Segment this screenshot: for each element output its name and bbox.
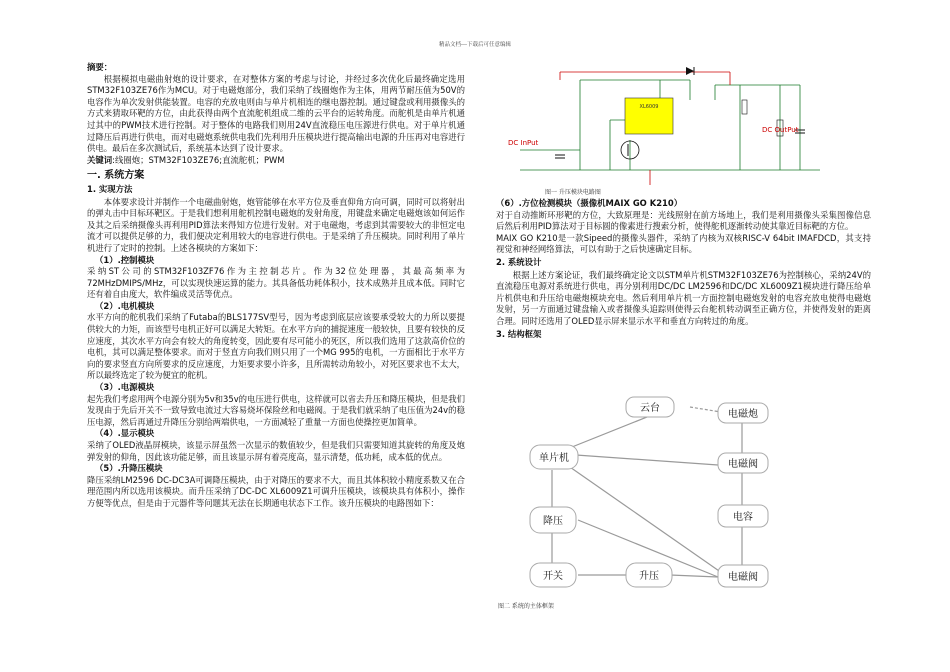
subsection-3-title: 3. 结构框架: [496, 328, 542, 339]
node-dcf2-label: 电磁阀: [728, 572, 758, 583]
structure-diagram: [522, 395, 784, 593]
module-6-title: （6）.方位检测模块（摄像机MAIX GO K210）: [496, 198, 683, 208]
module-6-text-2: MAIX GO K210是一款Sipeed的摄像头器件，采纳了内核为双核RISC-V 64bit IMAFDCD，其支持视觉和神经网络算法，可以有助于之后快速确定目标。: [496, 232, 871, 255]
diode-icon: [686, 67, 694, 75]
module-1-text: 采纳ST公司的STM32F103ZF76作为主控制芯片。作为32位处理器，其最高频率为72MHzDMIPS/MHz，可以实现快速运算的能力。其具备低功耗体积小，技术成熟并且成本低。同时它还有着自由度大，软件编成灵活等优点。: [87, 266, 465, 300]
module-4-title: （4）.显示模块: [95, 428, 155, 439]
module-3-text: 起先我们考虑用两个电源分别为5v和35v的电压进行供电，这样就可以省去升压和降压模块，但是我们发现由于先后开关不一致导致电流过大容易烧坏保险丝和电磁阀。于是我们就采纳了电压值为24v的稳压电源，然后再通过升降压分别给两端供电，一方面减轻了重量一方面也使操控更加简单。: [87, 393, 465, 427]
left-column: [87, 62, 465, 510]
node-jiangya-label: 降压: [543, 516, 563, 527]
module-1-title: （1）.控制模块: [95, 254, 155, 265]
diagram-edges: [552, 407, 742, 577]
figure-1-caption: 图一 升压模块电路图: [545, 189, 601, 196]
module-3-title: （3）.电源模块: [95, 382, 155, 393]
keywords: 关键词:线圈炮；STM32F103ZE76;直流舵机；PWM: [87, 154, 285, 165]
node-dcf1-label: 电磁阀: [728, 459, 758, 470]
subsection-2-title: 2. 系统设计: [496, 256, 542, 267]
figure-2-caption: 图二 系统的主体框架: [498, 603, 554, 610]
node-dcp-label: 电磁炮: [728, 409, 758, 420]
chip-label: XL6009: [639, 104, 659, 110]
dc-output-label: DC OutPut: [762, 126, 799, 134]
module-2-title: （2）.电机模块: [95, 300, 155, 311]
module-5-text: 降压采纳LM2596 DC-DC3A可调降压模块，由于对降压的要求不大，而且其体积较小精度系数又在合理范围内所以选用该模块。而升压采纳了DC-DC XL6009Z1可调升压模块，该模块具有体积小，操作方便等优点，但是由于元器件等问题其无法在长期通电状态下工作。该升压模块的电路图如下：: [87, 474, 465, 508]
node-mcu-label: 单片机: [539, 453, 569, 464]
module-4-text: 采纳了OLED液晶屏模块，该显示屏虽然一次显示的数值较少，但是我们只需要知道其旋转的角度及炮弹发射的仰角，因此该功能足够，而且该显示屏有着亮度高，显示清楚，低功耗，成本低的优点。: [87, 440, 465, 462]
abstract-text: 根据模拟电磁曲射炮的设计要求，在对整体方案的考虑与讨论，并经过多次优化后最终确定选用STM32F103ZE76作为MCU。对于电磁炮部分，我们采纳了线圈炮作为主体，用两节耐压值为50V的电容作为单次发射供能装置。电容的充放电则由与单片机相连的继电器控制。通过键盘或利用摄像头的方式来猜取环靶的方位，由此获得由两个直流舵机组成二维的云平台的运转角度。而舵机是由单片机通过其中的PWM技术进行控制。对于整体的电路我们则用24V直流稳压电压源进行供电。对于单片机通过降压后再进行供电，而对电磁炮系统供电我们先利用升压模块进行提高输出电源的升压再对电容进行供电。最后在多次测试后，系统基本达到了设计要求。: [87, 73, 465, 154]
module-6-text-1: 对于自动推断环形靶的方位，大致原理是：光线照射在前方场地上，我们是利用摄像头采集图像信息后然后利用PID算法对于目标圆的像素进行搜索分析，使得舵机逐渐转动使其靠近目标靶的方位。: [496, 209, 871, 232]
subsection-1-title: 1. 实现方法: [87, 183, 133, 194]
resistor-icon: [742, 100, 747, 114]
boost-circuit-figure: [500, 60, 880, 192]
node-shengya-label: 升压: [639, 571, 659, 582]
subsection-2-text: 根据上述方案论证，我们最终确定论文以STM单片机STM32F103ZE76为控制核心，采纳24V的直流稳压电源对系统进行供电，再分别利用DC/DC LM2596和DC/DC XL6009Z1模块进行降压给单片机供电和升压给电磁炮模块充电。然后利用单片机一方面控制电磁炮发射的电容充放电使得电磁炮发射，另一方面通过键盘输入或者摄像头追踪则使得云台舵机转动调至正确方位，并使得发射的距离合理。同时还选用了OLED显示屏来显示水平和垂直方向转过的角度。: [496, 269, 871, 326]
module-2-text: 水平方向的舵机我们采纳了Futaba的BLS177SV型号，因为考虑到底层应该要承受较大的力所以要提供较大的力矩，而该型号电机正好可以满足大转矩。在水平方向的捕捉速度一般较快，且要有较快的反应速度，其次水平方向会有较大的角度转变，因此要有尽可能小的死区，所以我们选用了这款高价位的电机，其可以满足整体要求。而对于竖直方向我们则只用了一个MG 995的电机，一方面相比于水平方向的要求竖直方向所要求的反应速度，力矩要求要小许多，且所需转动角较小，对死区要求也不太大，所以最终选定了较为便宜的舵机。: [87, 312, 465, 381]
page-header: 精品文档---下载后可任意编辑: [439, 42, 511, 48]
dc-input-label: DC InPut: [508, 139, 539, 147]
node-kaiguan-label: 开关: [543, 571, 563, 582]
subsection-1-text: 本体要求设计并制作一个电磁曲射炮，炮管能够在水平方位及垂直仰角方向可调，同时可以将射出的弹丸击中目标环靶区。于是我们想利用舵机控制电磁炮的发射角度，用键盘来确定电磁炮该如何运作及其之后采纳摄像头再利用PID算法来得知方位进行发射。对于电磁炮，考虑到其需要较大的非恒定电流才可以提供足够的力，我们便决定利用较大的电容进行供电。于是采纳了升压模块。同时利用了单片机进行了定时的控制。上述各模块的方案如下：: [87, 196, 465, 253]
abstract-label: 摘要：: [87, 62, 113, 72]
module-5-title: （5）.升降压模块: [95, 463, 163, 474]
node-yuntai-label: 云台: [640, 403, 660, 414]
right-column: [496, 198, 871, 341]
node-dianrong-label: 电容: [733, 512, 753, 523]
section-title: 一. 系统方案: [87, 170, 145, 182]
